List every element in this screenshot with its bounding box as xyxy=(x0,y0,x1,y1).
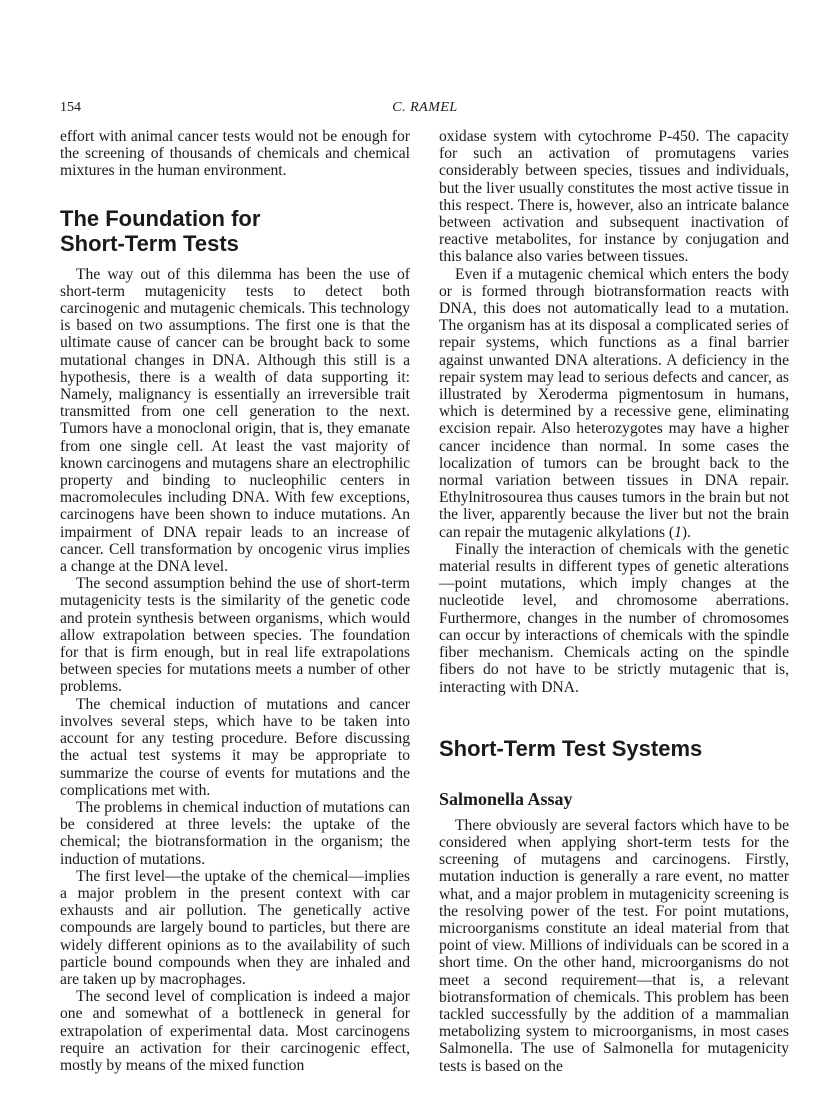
paragraph xyxy=(439,266,789,541)
paragraph: Finally the interaction of chemicals with the genetic material results in different types of genetic alterations—point mutations, which imply changes at the nucleotide level, and chromosome aberrations. Furthermore, changes in the number of chromosomes can occur by interactions of chemicals with the spindle fiber mechanism. Chemicals acting on the spindle fibers do not have to be strictly mutagenic that is, interacting with DNA. xyxy=(439,540,789,696)
paragraph: The first level—the uptake of the chemical—implies a major problem in the present context with car exhausts and air pollution. The genetically active compounds are largely bound to particles, but there are widely different opinions as to the availability of such particle bound compounds when they are inhaled and are taken up by macrophages. xyxy=(60,867,410,988)
paragraph: The second assumption behind the use of short-term mutagenicity tests is the similarity of the genetic code and protein synthesis between organisms, which would allow extrapolation between species. The foundation for that is firm enough, but in real life extrapolations between species for mutations meets a number of other problems. xyxy=(60,575,410,696)
running-head: C. RAMEL xyxy=(392,100,458,115)
paragraph-text: Even if a mutagenic chemical which enters the body or is formed through biotransformation reacts with DNA, this does not automatically lead to a mutation. The organism has at its disposal a complicated series of repair systems, which functions as a final barrier against unwanted DNA alterations. A deficiency in the repair system may lead to serious defects and cancer, as illustrated by Xeroderma pigmentosum in humans, which is determined by a recessive gene, eliminating excision repair. Also heterozygotes may have a higher cancer incidence than normal. In some cases the localization of tumors can be brought back to the normal variation between tissues in DNA repair. Ethylnitrosourea thus causes tumors in the brain but not the liver, apparently because the liver but not the brain can repair the mutagenic alkylations ( xyxy=(439,265,789,541)
paragraph: oxidase system with cytochrome P-450. The capacity for such an activation of promutagens varies considerably between species, tissues and individuals, but the liver usually constitutes the most active tissue in this respect. There is, however, also an intricate balance between activation and subsequent inactivation of reactive metabolites, for instance by conjugation and this balance also varies between tissues. xyxy=(439,128,789,266)
reference-number: 1 xyxy=(674,523,682,541)
subsection-heading-salmonella: Salmonella Assay xyxy=(439,788,573,809)
section-heading-line: Short-Term Tests xyxy=(60,230,239,256)
page-header xyxy=(60,100,790,120)
right-column xyxy=(439,128,789,1075)
section-heading-foundation xyxy=(60,206,410,256)
left-column xyxy=(60,128,410,1074)
section-heading-line: The Foundation for xyxy=(60,205,261,231)
paragraph: There obviously are several factors which have to be considered when applying short-term tests for the screening of mutagens and carcinogens. Firstly, mutation induction is generally a rare event, no matter what, and a major problem in mutagenicity screening is the resolving power of the test. For point mutations, microorganisms constitute an ideal material from that point of view. Millions of individuals can be scored in a short time. On the other hand, microorganisms do not meet a second requirement—that is, a relevant biotransformation of chemicals. This problem has been tackled successfully by the addition of a mammalian metabolizing system to microorganisms, in most cases Salmonella. The use of Salmonella for mutagenicity tests is based on the xyxy=(439,816,789,1075)
section-heading-test-systems: Short-Term Test Systems xyxy=(439,735,703,761)
paragraph: The problems in chemical induction of mutations can be considered at three levels: the uptake of the chemical; the biotransformation in the organism; the induction of mutations. xyxy=(60,798,410,868)
page-number: 154 xyxy=(60,100,81,115)
paragraph: The second level of complication is indeed a major one and somewhat of a bottleneck in general for extrapolation of experimental data. Most carcinogens require an activation for their carcinogenic effect, mostly by means of the mixed function xyxy=(60,988,410,1074)
paragraph: The chemical induction of mutations and cancer involves several steps, which have to be taken into account for any testing procedure. Before discussing the actual test systems it may be appropriate to summarize the course of events for mutations and the complications met with. xyxy=(60,695,410,799)
paragraph: effort with animal cancer tests would not be enough for the screening of thousands of chemicals and chemical mixtures in the human environment. xyxy=(60,128,410,180)
paragraph-text: ). xyxy=(681,523,691,541)
paragraph: The way out of this dilemma has been the use of short-term mutagenicity tests to detect both carcinogenic and mutagenic chemicals. This technology is based on two assumptions. The first one is that the ultimate cause of cancer can be brought back to some mutational changes in DNA. Although this still is a hypothesis, there is a wealth of data supporting it: Namely, malignancy is essentially an irreversible trait transmitted from one cell generation to the next. Tumors have a monoclonal origin, that is, they emanate from one single cell. At least the vast majority of known carcinogens and mutagens share an electrophilic property and binding to nucleophilic centers in macromolecules including DNA. With few exceptions, carcinogens have been shown to induce mutations. An impairment of DNA repair leads to an increase of cancer. Cell transformation by oncogenic virus implies a change at the DNA level. xyxy=(60,265,410,576)
